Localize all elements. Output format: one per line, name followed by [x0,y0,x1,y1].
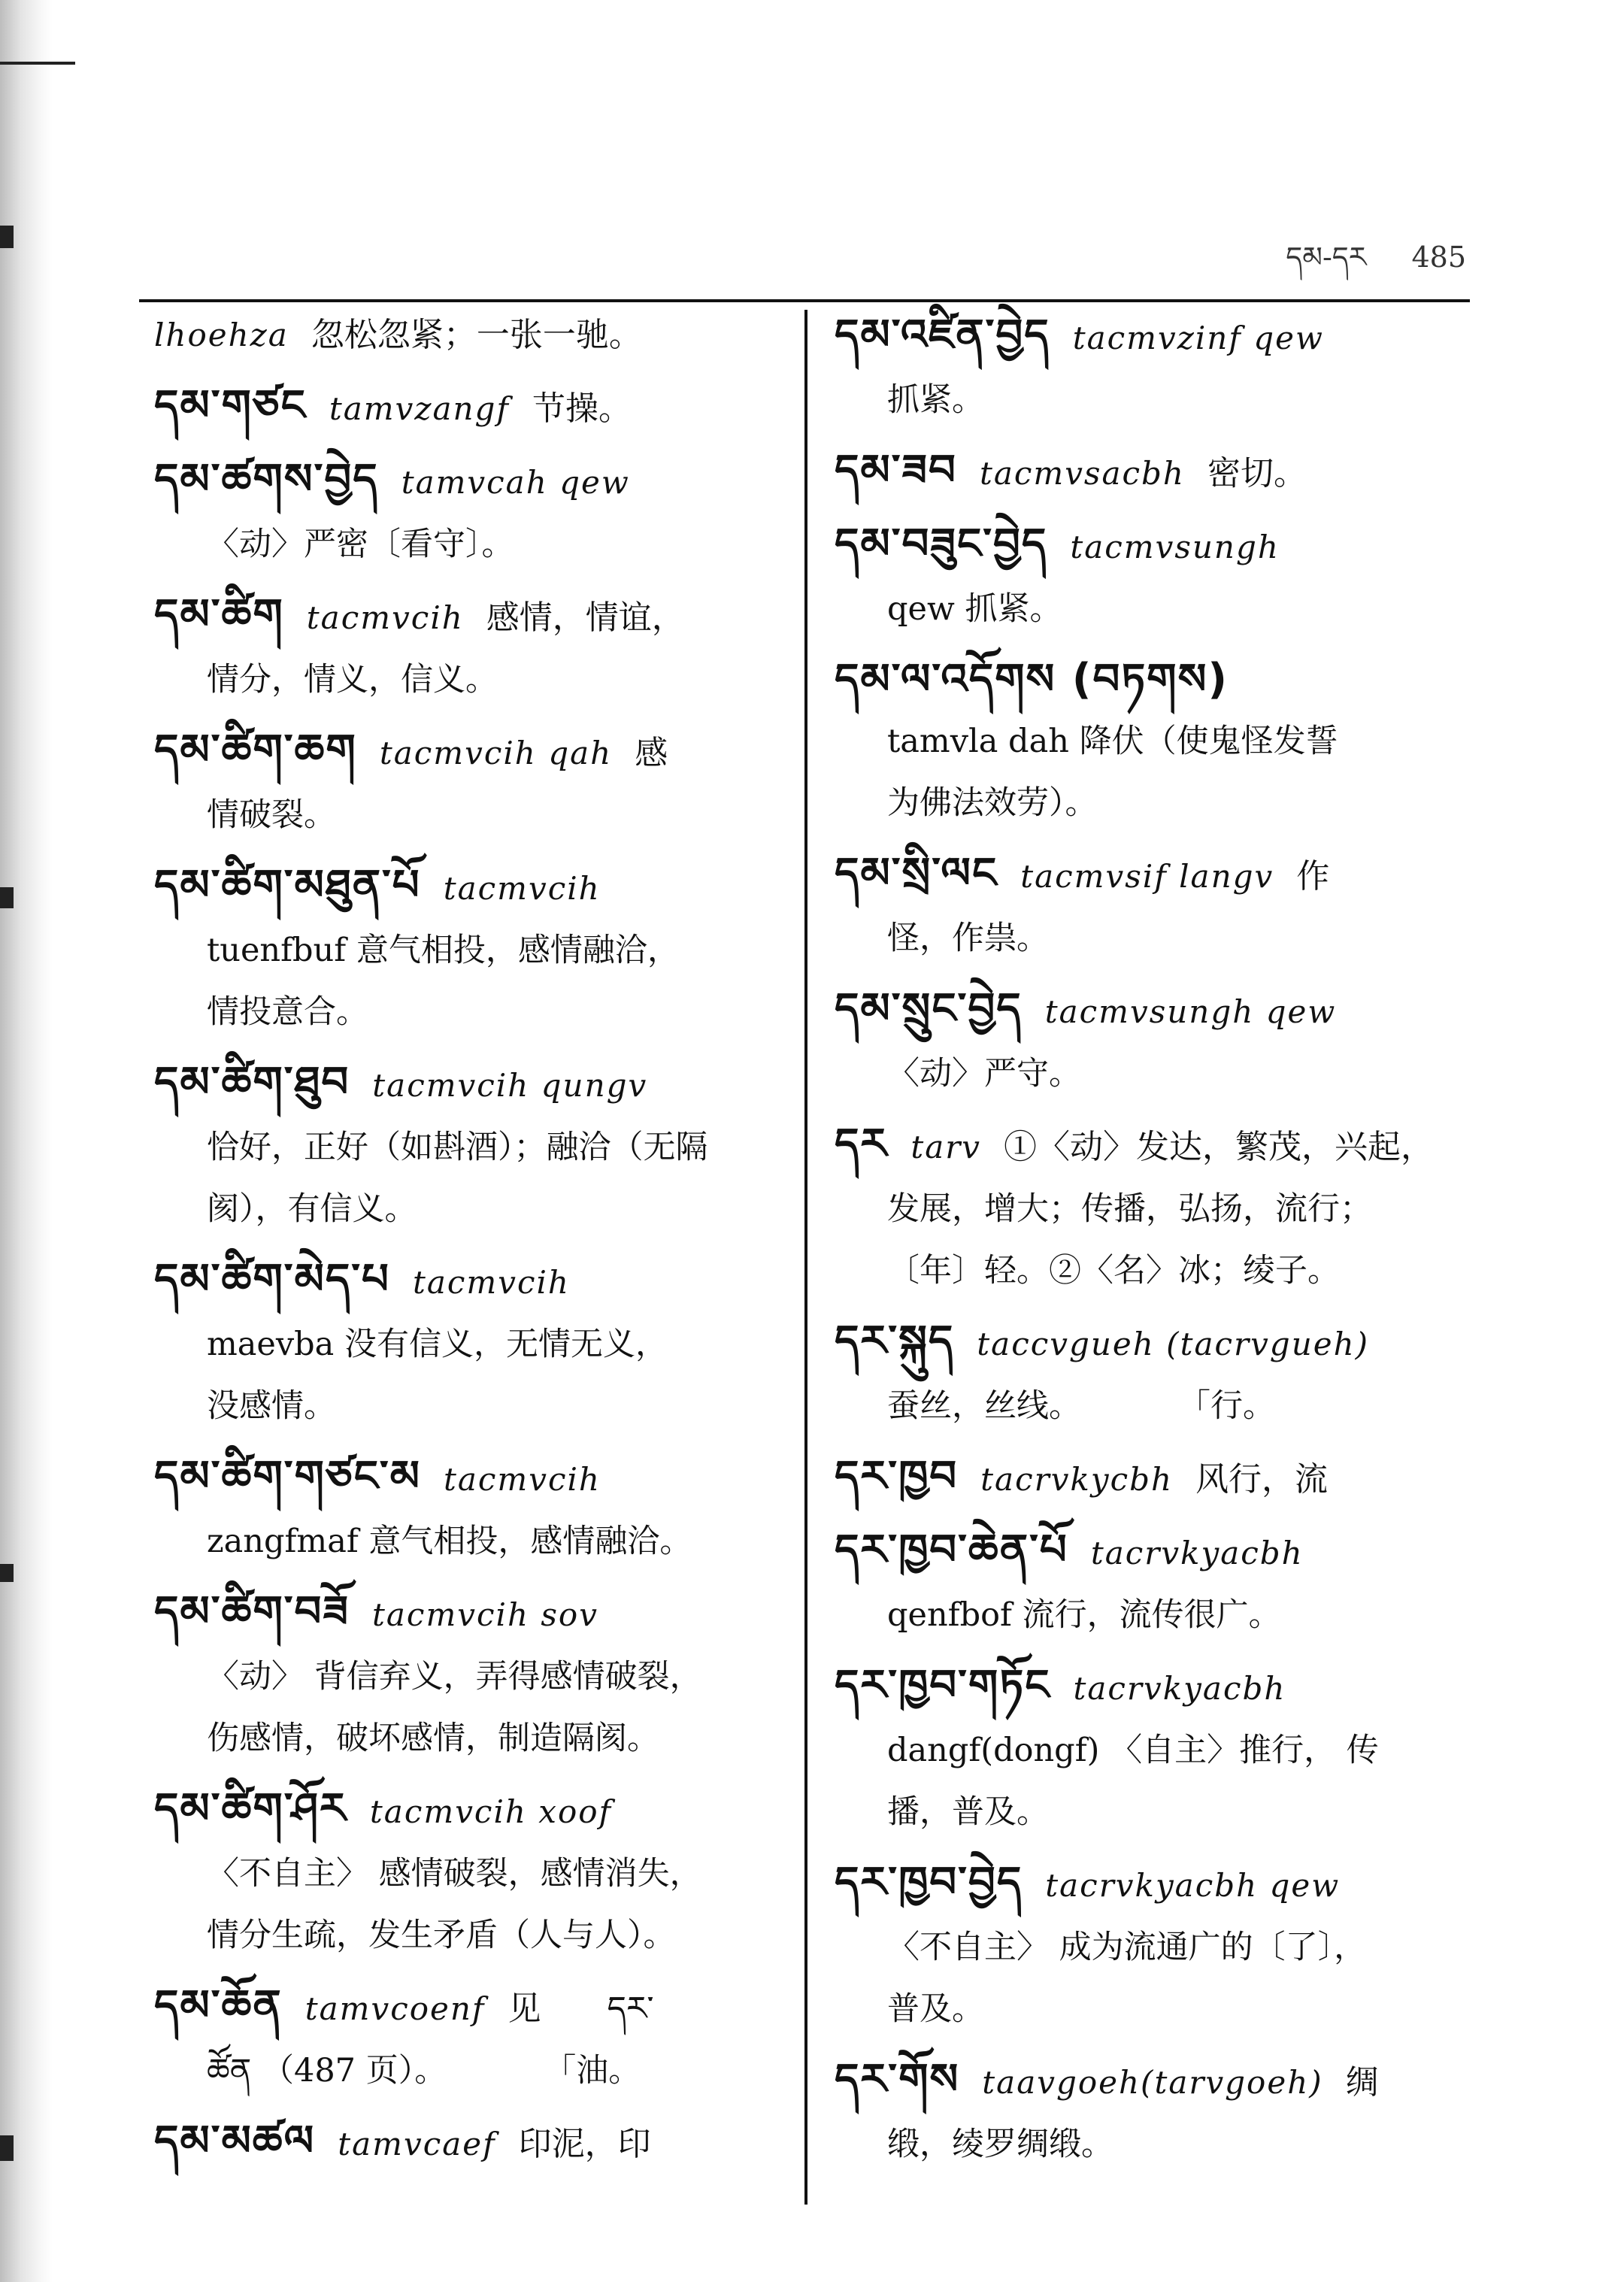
entry-head-line [835,843,1474,908]
dictionary-entry [835,1311,1474,1437]
dictionary-entry [835,1520,1474,1646]
gloss: 印泥，印 [518,2125,651,2163]
dictionary-entry [154,375,789,440]
romanization: tacrvkycbh [980,1461,1174,1498]
entry-continuation: tuenfbuf 意气相投，感情融洽， [207,932,680,969]
entry-head-line [835,1852,1474,1917]
entry-head-line [154,1581,789,1646]
entry-head-line [154,1778,789,1843]
romanization: tacrvkyacbh qew [1045,1867,1341,1904]
headword: དམ་ཚིག་ཐུབ [154,1058,350,1107]
gloss: 绸 [1345,2063,1379,2102]
entry-head-line [835,440,1474,505]
headword: དམ་གཙང [154,381,307,430]
gloss: 忽松忽紧；一张一驰。 [311,316,642,354]
entry-continuation: maevba 没有信义，无情无义， [207,1326,668,1363]
dictionary-entry [154,1975,789,2102]
entry-continuation: qew 抓紧。 [887,590,1062,628]
headword: དར [835,1120,889,1168]
dictionary-entry [835,514,1474,640]
headword: དམ་ཆོན [154,1981,283,2030]
romanization: tacmvcih [443,1461,601,1498]
headword: དམ་བཟུང་བྱེད [835,520,1048,568]
entry-continuation: 发展，增大；传播，弘扬，流行； [887,1190,1372,1228]
romanization: lhoehza [154,317,289,353]
entry-continuation: qenfbof 流行，流传很广。 [887,1596,1281,1634]
entry-head-line [154,305,789,366]
dictionary-entry [154,855,789,1043]
entry-head-line [835,1114,1474,1178]
romanization: tacmvcih xoof [369,1793,613,1830]
headword: དམ་ལ་འདོགས (བཏགས) [835,655,1229,704]
entry-continuation: tamvla dah 降伏（使鬼怪发誓 [887,723,1338,760]
dictionary-entry [154,1778,789,1966]
headword: དམ་མཚལ [154,2117,316,2165]
edge-mark [0,1564,14,1582]
romanization: tacmvsungh qew [1044,993,1337,1030]
headword: དར་ཁྱབ་ཆེན་པོ [835,1526,1068,1574]
entry-head-line [835,514,1474,578]
page-number: 485 [1411,241,1466,274]
edge-mark [0,2135,14,2161]
gloss: 感情，情谊， [486,599,685,637]
headword: དམ་ཚིག་གཙང་མ [154,1452,421,1501]
headword: དམ་སྲུང་བྱེད [835,984,1023,1033]
dictionary-entry [154,305,789,366]
dictionary-entry [835,649,1474,834]
entry-head-line [835,978,1474,1043]
headword: དར་གོས [835,2055,960,2104]
page-header [1286,226,1466,306]
entry-head-line [835,1311,1474,1375]
entry-continuation: 情破裂。 [207,796,336,834]
dictionary-entry [154,1446,789,1572]
dictionary-entry [835,1114,1474,1302]
entry-head-line [835,1520,1474,1584]
entry-continuation: 普及。 [887,1990,984,2028]
romanization: tacrvkyacbh [1073,1670,1286,1707]
romanization: tacmvcih [412,1264,570,1301]
entry-head-line [835,649,1474,711]
scan-edge-shadow [0,0,53,2282]
dictionary-entry [154,1249,789,1437]
headword: དམ་ཚིག་བཟོ [154,1587,350,1636]
entry-continuation: 抓紧。 [887,381,984,419]
dictionary-entry [835,1852,1474,2040]
right-column [835,305,1474,2184]
dictionary-entry [835,1446,1474,1511]
gloss: 见 དར་ [508,1990,654,2028]
entry-continuation: 〔年〕轻。②〈名〉冰；绫子。 [887,1252,1340,1289]
section-range: དམ-དར [1286,241,1367,274]
entry-continuation: 〈不自主〉 成为流通广的〔了〕， [887,1929,1367,1966]
headword: དམ་ཚགས་བྱེད [154,455,379,504]
headword: དམ་ཚིག་ཆག [154,726,357,774]
romanization: tacmvcih qah [379,735,613,771]
headword: དམ་ཚིག་ཤོར [154,1784,347,1833]
romanization: taccvgueh (tacrvgueh) [977,1326,1370,1362]
header-rule [139,299,1470,302]
gloss: 风行，流 [1195,1460,1329,1499]
romanization: tamvcaef [338,2126,496,2162]
headword: དམ་སྲི་ལང [835,849,998,898]
entry-head-line [154,720,789,784]
romanization: taavgoeh(tarvgoeh) [982,2064,1323,2101]
edge-mark [0,887,14,908]
entry-continuation: 〈动〉严守。 [887,1055,1081,1093]
headword: དར་ཁྱབ [835,1452,959,1501]
entry-head-line [154,1249,789,1314]
romanization: tacrvkyacbh [1090,1535,1304,1571]
entry-head-line [154,1052,789,1117]
column-divider [804,310,807,2205]
headword: དམ་ཚིག [154,590,284,639]
entry-continuation: dangf(dongf) 〈自主〉推行， 传 [887,1732,1379,1769]
gloss: 密切。 [1207,454,1307,492]
entry-continuation: 伤感情，破坏感情，制造隔阂。 [207,1720,659,1757]
dictionary-entry [154,720,789,846]
entry-continuation: zangfmaf 意气相投，感情融洽。 [207,1523,692,1560]
romanization: tacmvsacbh [979,455,1185,492]
entry-continuation: 恰好，正好（如斟酒）；融洽（无隔 [207,1129,708,1166]
entry-continuation: 怪，作祟。 [887,920,1049,957]
romanization: tarv [910,1129,982,1165]
dictionary-entry [835,305,1474,431]
romanization: tacmvcih [306,599,464,636]
dictionary-entry [154,449,789,575]
dictionary-entry [154,1052,789,1240]
dictionary-entry [154,1581,789,1769]
dictionary-entry [835,843,1474,969]
entry-head-line [835,2049,1474,2114]
romanization: tamvzangf [329,390,510,427]
headword: དར་ཁྱབ་བྱེད [835,1858,1023,1907]
entry-continuation: 为佛法效劳）。 [887,784,1098,822]
entry-head-line [154,1446,789,1511]
entry-continuation: 没感情。 [207,1387,336,1425]
dictionary-entry [154,2111,789,2175]
left-column [154,305,789,2184]
entry-continuation: 播，普及。 [887,1793,1049,1831]
entry-head-line [835,1446,1474,1511]
entry-head-line [154,375,789,440]
gloss: 作 [1296,857,1330,896]
gloss: 节操。 [532,389,632,428]
entry-continuation: 〈动〉严密〔看守〕。 [207,526,514,563]
romanization: tamvcah qew [401,464,630,501]
romanization: tacmvsungh [1070,529,1280,565]
gloss: 感 [635,734,668,772]
entry-continuation: 阂），有信义。 [207,1190,417,1228]
dictionary-entry [835,440,1474,505]
entry-continuation: 情分生疏，发生矛盾（人与人）。 [207,1917,676,1954]
entry-continuation: 情分，情义，信义。 [207,661,498,699]
romanization: tacmvcih [443,870,601,907]
entry-continuation: 缎，绫罗绸缎。 [887,2126,1113,2163]
headword: དམ་ཟབ [835,446,957,495]
headword: དར་སྐུད [835,1317,955,1365]
dictionary-entry [835,2049,1474,2175]
entry-continuation: 情投意合。 [207,993,368,1031]
entry-head-line [154,449,789,514]
entry-head-line [154,2111,789,2175]
headword: དམ་ཚིག་མེད་པ [154,1255,390,1304]
dictionary-entry [835,978,1474,1105]
entry-head-line [835,1655,1474,1720]
entry-head-line [154,1975,789,2040]
entry-head-line [154,855,789,920]
entry-continuation: 蚕丝，丝线。 「行。 [887,1387,1275,1425]
headword: དར་ཁྱབ་གཏོང [835,1661,1051,1710]
entry-head-line [154,584,789,649]
romanization: tamvcoenf [304,1990,486,2027]
headword: དམ་འཛིན་བྱེད [835,311,1050,359]
dictionary-entry [835,1655,1474,1843]
entry-continuation: ཚོན （487 页）。 「油。 [207,2052,641,2090]
entry-continuation: 〈不自主〉 感情破裂，感情消失， [207,1855,702,1893]
edge-mark [0,226,14,248]
romanization: tacmvcih qungv [372,1067,648,1104]
dictionary-entry [154,584,789,711]
entry-continuation: 〈动〉 背信弃义，弄得感情破裂， [207,1658,702,1696]
entry-head-line [835,305,1474,369]
romanization: tacmvsif langv [1020,858,1274,895]
romanization: tacmvzinf qew [1072,320,1324,356]
headword: དམ་ཚིག་མཐུན་པོ [154,861,421,910]
gloss: ①〈动〉发达，繁茂，兴起， [1004,1128,1435,1166]
edge-mark [0,62,75,65]
romanization: tacmvcih sov [372,1596,598,1633]
